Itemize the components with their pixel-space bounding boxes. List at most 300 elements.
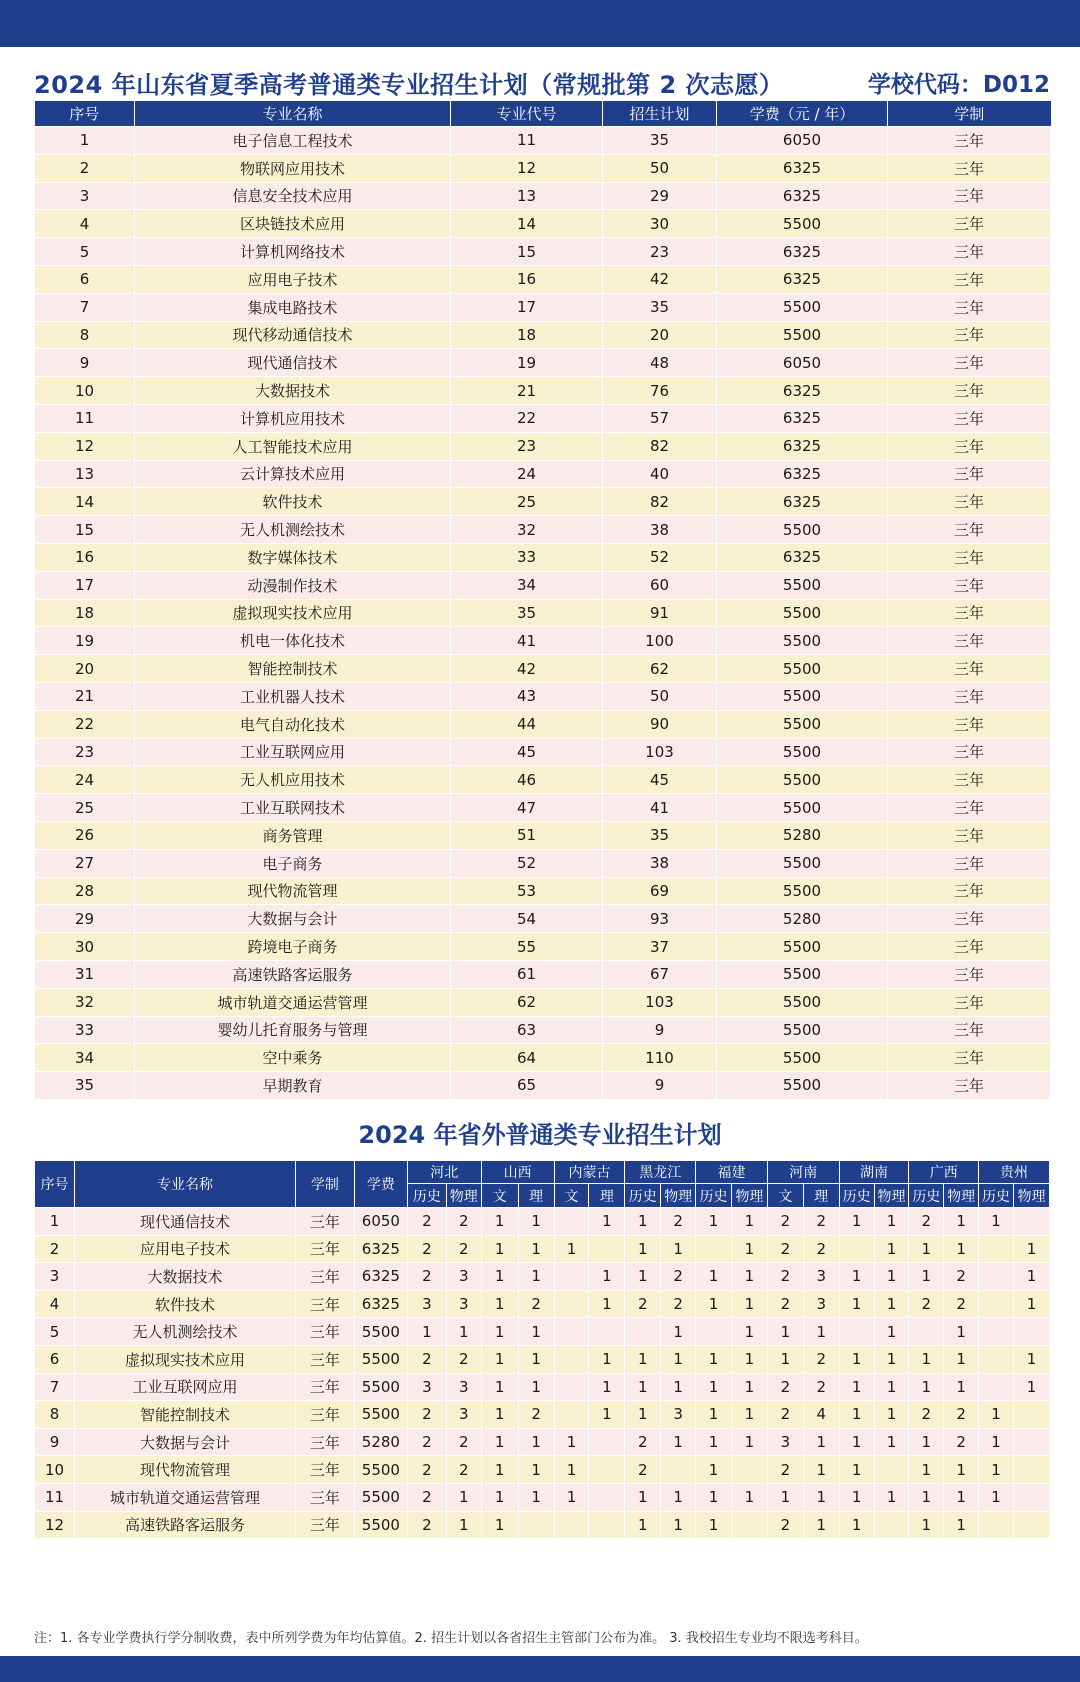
table-cell: 三年 (295, 1428, 354, 1456)
table-cell: 1 (979, 1456, 1014, 1484)
table-cell: 1 (944, 1318, 979, 1346)
table-cell: 2 (407, 1483, 446, 1511)
table-cell: 1 (803, 1318, 839, 1346)
table-cell: 103 (603, 988, 717, 1016)
table-cell: 机电一体化技术 (135, 627, 451, 655)
table-row (35, 1290, 1050, 1318)
table-cell: 1 (481, 1483, 518, 1511)
table-cell: 5 (35, 238, 135, 266)
table-cell: 三年 (295, 1483, 354, 1511)
table-cell: 2 (625, 1428, 661, 1456)
table-cell: 1 (696, 1428, 732, 1456)
table-cell: 6 (35, 265, 135, 293)
subject-header: 历史 (909, 1184, 944, 1208)
table-cell: 3 (446, 1290, 481, 1318)
table-cell: 3 (407, 1290, 446, 1318)
table-cell: 信息安全技术应用 (135, 182, 451, 210)
table-cell: 2 (767, 1290, 803, 1318)
table-cell: 集成电路技术 (135, 293, 451, 321)
table-cell: 21 (451, 377, 603, 405)
table-cell: 三年 (888, 154, 1051, 182)
table-cell: 1 (481, 1373, 518, 1401)
table-cell: 智能控制技术 (135, 655, 451, 683)
table-cell: 1 (625, 1511, 661, 1539)
table-cell: 1 (625, 1373, 661, 1401)
table-cell: 三年 (295, 1290, 354, 1318)
table-cell: 三年 (888, 905, 1051, 933)
table-cell: 3 (661, 1401, 696, 1429)
table-cell (979, 1345, 1014, 1373)
table-cell: 1 (874, 1373, 909, 1401)
table-cell: 2 (767, 1511, 803, 1539)
table-cell: 5500 (717, 655, 888, 683)
subject-header: 历史 (839, 1184, 874, 1208)
table-cell (1013, 1483, 1049, 1511)
table-cell: 2 (407, 1511, 446, 1539)
table-cell: 2 (446, 1428, 481, 1456)
table-header-row (35, 1161, 1050, 1184)
table-cell (589, 1456, 625, 1484)
table-cell: 三年 (888, 849, 1051, 877)
table-row (35, 905, 1051, 933)
table-row (35, 710, 1051, 738)
table-cell: 1 (481, 1318, 518, 1346)
table-cell (1013, 1428, 1049, 1456)
table-cell: 三年 (888, 543, 1051, 571)
table-cell: 1 (696, 1263, 732, 1291)
province-header: 山西 (481, 1161, 554, 1184)
table-cell: 1 (661, 1318, 696, 1346)
table-cell: 1 (979, 1208, 1014, 1236)
table-row (35, 794, 1051, 822)
table-cell: 5500 (717, 877, 888, 905)
subject-header: 物理 (661, 1184, 696, 1208)
table-cell: 婴幼儿托育服务与管理 (135, 1016, 451, 1044)
table-cell: 8 (35, 321, 135, 349)
table-row (35, 377, 1051, 405)
subject-header: 文 (554, 1184, 589, 1208)
table-cell: 1 (481, 1235, 518, 1263)
table-cell (1013, 1456, 1049, 1484)
table-cell: 1 (1013, 1263, 1049, 1291)
table-cell: 2 (767, 1208, 803, 1236)
table-cell: 1 (518, 1318, 554, 1346)
table-cell: 2 (446, 1208, 481, 1236)
table-cell: 76 (603, 377, 717, 405)
column-header: 学费（元 / 年） (717, 101, 888, 127)
table-cell: 早期教育 (135, 1072, 451, 1100)
table-cell: 1 (731, 1373, 767, 1401)
table-cell (909, 1318, 944, 1346)
table-cell: 2 (661, 1290, 696, 1318)
table-cell: 1 (803, 1456, 839, 1484)
table-cell: 64 (451, 1044, 603, 1072)
table-cell: 三年 (888, 238, 1051, 266)
table-cell: 60 (603, 571, 717, 599)
table-cell: 22 (451, 404, 603, 432)
table-cell: 现代移动通信技术 (135, 321, 451, 349)
table-cell: 29 (35, 905, 135, 933)
table-row (35, 1456, 1050, 1484)
table-cell: 3 (803, 1263, 839, 1291)
table-cell: 三年 (888, 571, 1051, 599)
table-cell: 2 (803, 1345, 839, 1373)
table-cell: 三年 (888, 599, 1051, 627)
table-cell: 1 (481, 1428, 518, 1456)
table-cell: 6050 (717, 349, 888, 377)
table-cell (554, 1511, 589, 1539)
table-cell: 6325 (717, 488, 888, 516)
table-cell: 无人机应用技术 (135, 766, 451, 794)
table-cell: 2 (944, 1428, 979, 1456)
table-cell: 2 (625, 1456, 661, 1484)
table-cell (589, 1483, 625, 1511)
table-cell: 1 (518, 1456, 554, 1484)
table-cell: 1 (696, 1373, 732, 1401)
table-cell: 1 (731, 1235, 767, 1263)
table-cell: 6325 (717, 238, 888, 266)
table-cell: 1 (481, 1208, 518, 1236)
table-cell: 1 (731, 1428, 767, 1456)
table-cell: 1 (696, 1511, 732, 1539)
column-header: 序号 (35, 1161, 75, 1208)
table-cell: 2 (661, 1208, 696, 1236)
table-cell: 工业互联网应用 (75, 1373, 296, 1401)
table-cell: 20 (603, 321, 717, 349)
table-cell: 5500 (355, 1345, 408, 1373)
table-cell: 52 (603, 543, 717, 571)
table-row (35, 933, 1051, 961)
table-cell: 18 (451, 321, 603, 349)
table-cell: 38 (603, 516, 717, 544)
table-cell: 6325 (717, 182, 888, 210)
table-row (35, 432, 1051, 460)
table-cell: 1 (625, 1208, 661, 1236)
table-cell: 三年 (888, 738, 1051, 766)
table-cell: 2 (407, 1263, 446, 1291)
section-title-out-of-province: 2024 年省外普通类专业招生计划 (358, 1121, 722, 1149)
table-row (35, 655, 1051, 683)
table-cell: 62 (603, 655, 717, 683)
table-cell: 6050 (717, 127, 888, 155)
table-cell: 三年 (888, 877, 1051, 905)
table-cell: 35 (603, 293, 717, 321)
table-cell: 三年 (888, 682, 1051, 710)
table-cell: 三年 (295, 1456, 354, 1484)
table-cell: 1 (625, 1483, 661, 1511)
table-cell: 22 (35, 710, 135, 738)
table-cell (554, 1318, 589, 1346)
table-cell: 1 (661, 1511, 696, 1539)
table-cell (979, 1318, 1014, 1346)
table-cell: 12 (451, 154, 603, 182)
table-cell: 1 (874, 1263, 909, 1291)
table-cell: 软件技术 (135, 488, 451, 516)
table-cell: 30 (603, 210, 717, 238)
table-cell: 41 (451, 627, 603, 655)
table-cell: 24 (451, 460, 603, 488)
table-cell: 35 (35, 1072, 135, 1100)
table-cell: 2 (446, 1345, 481, 1373)
table-cell: 2 (407, 1428, 446, 1456)
table-cell: 1 (1013, 1235, 1049, 1263)
table-row (35, 1345, 1050, 1373)
table-cell: 2 (661, 1263, 696, 1291)
column-header: 序号 (35, 101, 135, 127)
table-cell: 1 (731, 1290, 767, 1318)
table-cell: 人工智能技术应用 (135, 432, 451, 460)
table-cell: 1 (481, 1290, 518, 1318)
table-row (35, 738, 1051, 766)
table-row (35, 1318, 1050, 1346)
table-cell: 5500 (355, 1373, 408, 1401)
table-cell (589, 1511, 625, 1539)
table-cell: 5500 (717, 766, 888, 794)
table-cell: 三年 (888, 432, 1051, 460)
table-cell (589, 1235, 625, 1263)
table-cell: 5500 (717, 599, 888, 627)
table-cell (554, 1208, 589, 1236)
table-cell: 2 (944, 1263, 979, 1291)
table-cell: 40 (603, 460, 717, 488)
table-cell: 1 (446, 1318, 481, 1346)
table-cell: 42 (451, 655, 603, 683)
table-cell: 45 (451, 738, 603, 766)
table-cell: 9 (603, 1016, 717, 1044)
table-row (35, 1263, 1050, 1291)
table-cell: 103 (603, 738, 717, 766)
table-cell: 三年 (888, 321, 1051, 349)
table-cell: 1 (518, 1483, 554, 1511)
table-cell: 5500 (717, 738, 888, 766)
table-cell (625, 1318, 661, 1346)
table-cell: 2 (767, 1456, 803, 1484)
table-cell (518, 1511, 554, 1539)
table-cell: 91 (603, 599, 717, 627)
table-cell: 三年 (888, 265, 1051, 293)
table-cell: 三年 (888, 821, 1051, 849)
table-cell: 90 (603, 710, 717, 738)
table-cell: 现代通信技术 (75, 1208, 296, 1236)
table-cell: 1 (839, 1373, 874, 1401)
table-cell: 5500 (717, 933, 888, 961)
table-cell: 1 (589, 1290, 625, 1318)
province-header: 河南 (767, 1161, 839, 1184)
table-cell: 6325 (717, 460, 888, 488)
subject-header: 历史 (407, 1184, 446, 1208)
table-row (35, 516, 1051, 544)
table-row (35, 849, 1051, 877)
table-cell: 跨境电子商务 (135, 933, 451, 961)
table-cell: 21 (35, 682, 135, 710)
table-cell: 7 (35, 293, 135, 321)
table-cell: 电子商务 (135, 849, 451, 877)
table-cell: 2 (407, 1235, 446, 1263)
table-cell: 32 (35, 988, 135, 1016)
table-cell: 5500 (717, 1072, 888, 1100)
table-cell: 1 (944, 1345, 979, 1373)
table-cell: 1 (874, 1235, 909, 1263)
table-cell: 1 (874, 1345, 909, 1373)
table-cell: 1 (944, 1511, 979, 1539)
table-row (35, 1208, 1050, 1236)
table-cell: 商务管理 (135, 821, 451, 849)
column-header: 学制 (295, 1161, 354, 1208)
table-cell: 1 (696, 1208, 732, 1236)
table-cell: 电气自动化技术 (135, 710, 451, 738)
subject-header: 物理 (1013, 1184, 1049, 1208)
table-cell: 2 (625, 1290, 661, 1318)
footer-note: 注：1. 各专业学费执行学分制收费，表中所列学费为年均估算值。2. 招生计划以各省招生主管部门公布为准。 3. 我校招生专业均不限选考科目。 (34, 1631, 868, 1646)
table-cell: 三年 (295, 1208, 354, 1236)
table-cell: 5500 (355, 1483, 408, 1511)
table-cell: 1 (839, 1511, 874, 1539)
table-cell: 三年 (295, 1318, 354, 1346)
table-cell: 软件技术 (75, 1290, 296, 1318)
table-cell: 2 (407, 1401, 446, 1429)
table-cell: 44 (451, 710, 603, 738)
table-cell: 6325 (717, 432, 888, 460)
table-row (35, 127, 1051, 155)
table-cell: 5500 (355, 1318, 408, 1346)
table-cell: 智能控制技术 (75, 1401, 296, 1429)
table-cell: 6325 (355, 1290, 408, 1318)
table-cell: 1 (696, 1401, 732, 1429)
province-header: 黑龙江 (625, 1161, 696, 1184)
table-cell: 10 (35, 1456, 75, 1484)
table-row (35, 988, 1051, 1016)
table-cell: 8 (35, 1401, 75, 1429)
page-title-bar (34, 62, 1050, 102)
table-row (35, 571, 1051, 599)
column-header: 学制 (888, 101, 1051, 127)
table-cell: 1 (767, 1483, 803, 1511)
table-row (35, 1235, 1050, 1263)
table-row (35, 1016, 1051, 1044)
table-cell: 三年 (888, 710, 1051, 738)
table-cell: 20 (35, 655, 135, 683)
table-cell (731, 1456, 767, 1484)
table-cell: 55 (451, 933, 603, 961)
table-cell: 18 (35, 599, 135, 627)
table-row (35, 877, 1051, 905)
subject-header: 历史 (696, 1184, 732, 1208)
table-cell: 1 (518, 1235, 554, 1263)
table-cell (874, 1511, 909, 1539)
table-cell: 三年 (888, 210, 1051, 238)
table-cell: 42 (603, 265, 717, 293)
table-cell: 52 (451, 849, 603, 877)
table-cell: 5500 (717, 321, 888, 349)
table-cell: 城市轨道交通运营管理 (75, 1483, 296, 1511)
table-row (35, 960, 1051, 988)
table-cell: 6325 (717, 377, 888, 405)
table-cell: 5500 (355, 1401, 408, 1429)
table-row (35, 821, 1051, 849)
table-cell: 65 (451, 1072, 603, 1100)
table-cell: 34 (35, 1044, 135, 1072)
table-cell: 6325 (355, 1263, 408, 1291)
table-cell: 无人机测绘技术 (75, 1318, 296, 1346)
table-cell: 1 (661, 1373, 696, 1401)
table-cell: 5500 (717, 571, 888, 599)
table-cell: 1 (909, 1373, 944, 1401)
table-cell: 5500 (355, 1456, 408, 1484)
table-cell: 三年 (295, 1373, 354, 1401)
table-cell: 1 (909, 1263, 944, 1291)
table-cell: 工业互联网应用 (135, 738, 451, 766)
table-cell: 1 (625, 1263, 661, 1291)
table-cell (554, 1290, 589, 1318)
table-cell: 2 (446, 1235, 481, 1263)
table-cell: 57 (603, 404, 717, 432)
table-cell: 14 (451, 210, 603, 238)
table-cell: 34 (451, 571, 603, 599)
table-cell: 1 (731, 1318, 767, 1346)
table-cell: 1 (803, 1511, 839, 1539)
table-cell: 1 (839, 1290, 874, 1318)
table-cell: 1 (803, 1483, 839, 1511)
table-cell: 69 (603, 877, 717, 905)
table-cell: 43 (451, 682, 603, 710)
table-row (35, 1428, 1050, 1456)
column-header: 专业代号 (451, 101, 603, 127)
subject-header: 历史 (625, 1184, 661, 1208)
table-cell: 1 (944, 1456, 979, 1484)
subject-header: 理 (803, 1184, 839, 1208)
column-header: 招生计划 (603, 101, 717, 127)
table-cell: 数字媒体技术 (135, 543, 451, 571)
table-cell: 2 (407, 1345, 446, 1373)
table-cell (1013, 1318, 1049, 1346)
table-cell: 1 (481, 1401, 518, 1429)
table-cell: 19 (451, 349, 603, 377)
table-cell: 6050 (355, 1208, 408, 1236)
table-cell: 6325 (717, 154, 888, 182)
table-cell: 1 (481, 1511, 518, 1539)
table-row (35, 1401, 1050, 1429)
table-cell: 5500 (717, 794, 888, 822)
table-cell: 2 (446, 1456, 481, 1484)
table-cell: 1 (554, 1235, 589, 1263)
table-cell: 31 (35, 960, 135, 988)
table-cell: 27 (35, 849, 135, 877)
table-cell: 1 (909, 1345, 944, 1373)
table-cell (589, 1318, 625, 1346)
table-cell: 1 (589, 1345, 625, 1373)
table-cell: 110 (603, 1044, 717, 1072)
table-cell: 2 (407, 1208, 446, 1236)
table-cell: 67 (603, 960, 717, 988)
table-cell: 1 (979, 1401, 1014, 1429)
table-cell: 30 (35, 933, 135, 961)
table-cell: 46 (451, 766, 603, 794)
table-cell: 1 (446, 1483, 481, 1511)
table-cell: 1 (407, 1318, 446, 1346)
table-cell: 48 (603, 349, 717, 377)
table-cell: 虚拟现实技术应用 (75, 1345, 296, 1373)
table-cell: 1 (839, 1208, 874, 1236)
table-cell: 2 (767, 1263, 803, 1291)
table-cell: 35 (603, 127, 717, 155)
table-cell: 15 (35, 516, 135, 544)
table-cell: 37 (603, 933, 717, 961)
table-cell: 11 (451, 127, 603, 155)
table-cell: 三年 (295, 1345, 354, 1373)
column-header: 专业名称 (135, 101, 451, 127)
table-cell: 3 (35, 182, 135, 210)
table-row (35, 1072, 1051, 1100)
